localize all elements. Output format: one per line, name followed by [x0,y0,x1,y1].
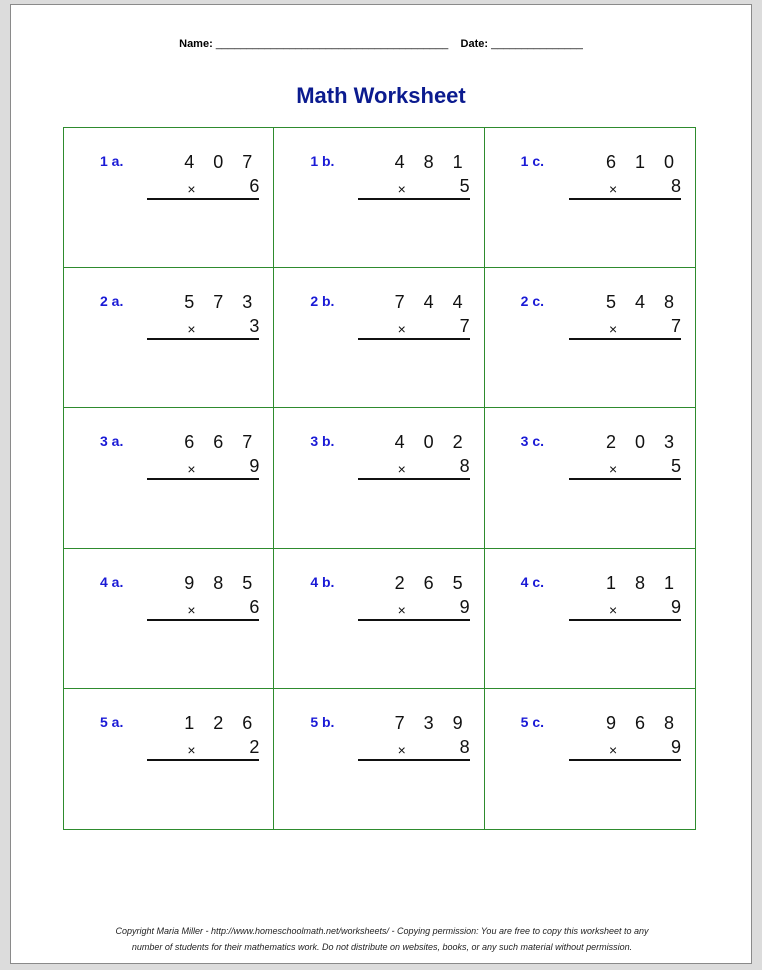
operator-row [147,316,259,340]
operator-row [358,737,470,761]
multiplicand: 7 3 9 [394,712,470,733]
problem-cell [485,128,695,268]
multiplier: 7 [670,316,681,337]
times-sign: × [608,461,618,478]
multiplier: 5 [459,176,470,196]
operator-row [569,456,681,480]
name-blank: ______________________________________ [215,38,449,50]
multiplier: 5 [670,456,681,477]
problem-cell [64,408,274,548]
problem-label: 1 a. [100,153,124,169]
copyright-footer [51,923,713,955]
problem-label: 3 c. [520,433,545,450]
page-title: Math Worksheet [296,83,466,108]
times-sign: × [187,601,196,618]
problem-label: 3 b. [310,433,335,450]
multiplier: 2 [249,736,260,757]
multiplicand: 5 4 8 [605,292,681,313]
multiplicand: 4 8 1 [394,152,470,172]
problem-label: 1 b. [310,153,335,169]
name-date-line [11,38,751,50]
operator-row [147,737,259,761]
problem-grid [63,127,696,830]
problem-label: 2 b. [310,293,335,310]
problem-cell [485,549,695,689]
times-sign: × [608,601,618,618]
multiplicand: 9 8 5 [184,572,260,593]
operator-row [147,176,259,200]
date-label: Date: [460,38,489,50]
multiplicand: 1 2 6 [184,712,260,733]
multiplier: 6 [249,176,260,196]
problem-label: 4 a. [100,573,124,590]
problem-cell [485,408,695,548]
times-sign: × [397,601,406,618]
multiplier: 6 [249,596,260,617]
operator-row [358,316,470,340]
problem-label: 2 c. [520,293,545,310]
footer-line-1: Copyright Maria Miller - http://www.homeschoolmath.net/worksheets/ - Copying permission: You are free to copy this worksheet to any [115,926,649,936]
multiplicand: 9 6 8 [605,712,681,733]
multiplier: 8 [670,176,681,196]
multiplicand: 4 0 2 [394,432,470,453]
operator-row [569,737,681,761]
multiplier: 9 [249,456,260,477]
problem-cell [64,689,274,829]
problem-cell [274,128,484,268]
problem-label: 2 a. [100,293,124,310]
multiplicand: 2 6 5 [394,572,470,593]
date-blank: _______________ [491,38,583,50]
operator-row [147,597,259,621]
times-sign: × [608,181,618,197]
operator-row [569,316,681,340]
problem-cell [64,268,274,408]
problem-cell [64,128,274,268]
multiplicand: 5 7 3 [184,292,260,313]
times-sign: × [187,741,196,758]
name-label: Name: [179,38,213,50]
times-sign: × [397,461,406,478]
problem-label: 4 b. [310,573,335,590]
problem-cell [274,549,484,689]
operator-row [569,176,681,200]
times-sign: × [397,321,406,338]
operator-row [358,456,470,480]
problem-label: 4 c. [520,573,545,590]
times-sign: × [608,741,618,758]
multiplicand: 7 4 4 [394,292,470,313]
multiplicand: 2 0 3 [605,432,681,453]
operator-row [358,597,470,621]
times-sign: × [187,181,196,197]
operator-row [569,597,681,621]
problem-label: 5 b. [310,713,335,730]
worksheet-page [10,4,752,964]
multiplier: 9 [459,596,470,617]
problem-label: 5 a. [100,713,124,730]
problem-cell [485,689,695,829]
footer-line-2: number of students for their mathematics work. Do not distribute on websites, books, or any such material without permission. [131,942,633,952]
multiplicand: 4 0 7 [184,152,260,172]
problem-label: 5 c. [520,713,545,730]
times-sign: × [608,321,618,338]
problem-cell [274,408,484,548]
times-sign: × [187,461,196,478]
times-sign: × [187,321,196,338]
multiplier: 3 [249,316,260,337]
problem-cell [64,549,274,689]
operator-row [147,456,259,480]
problem-label: 1 c. [520,153,545,169]
operator-row [358,176,470,200]
multiplier: 9 [670,736,681,757]
problem-cell [274,268,484,408]
multiplier: 8 [459,456,470,477]
times-sign: × [397,741,406,758]
multiplier: 8 [459,736,470,757]
multiplier: 7 [459,316,470,337]
multiplicand: 1 8 1 [605,572,681,593]
multiplicand: 6 6 7 [184,432,260,453]
problem-cell [485,268,695,408]
multiplicand: 6 1 0 [605,152,681,172]
multiplier: 9 [670,596,681,617]
times-sign: × [397,181,406,197]
problem-cell [274,689,484,829]
problem-label: 3 a. [100,433,124,450]
